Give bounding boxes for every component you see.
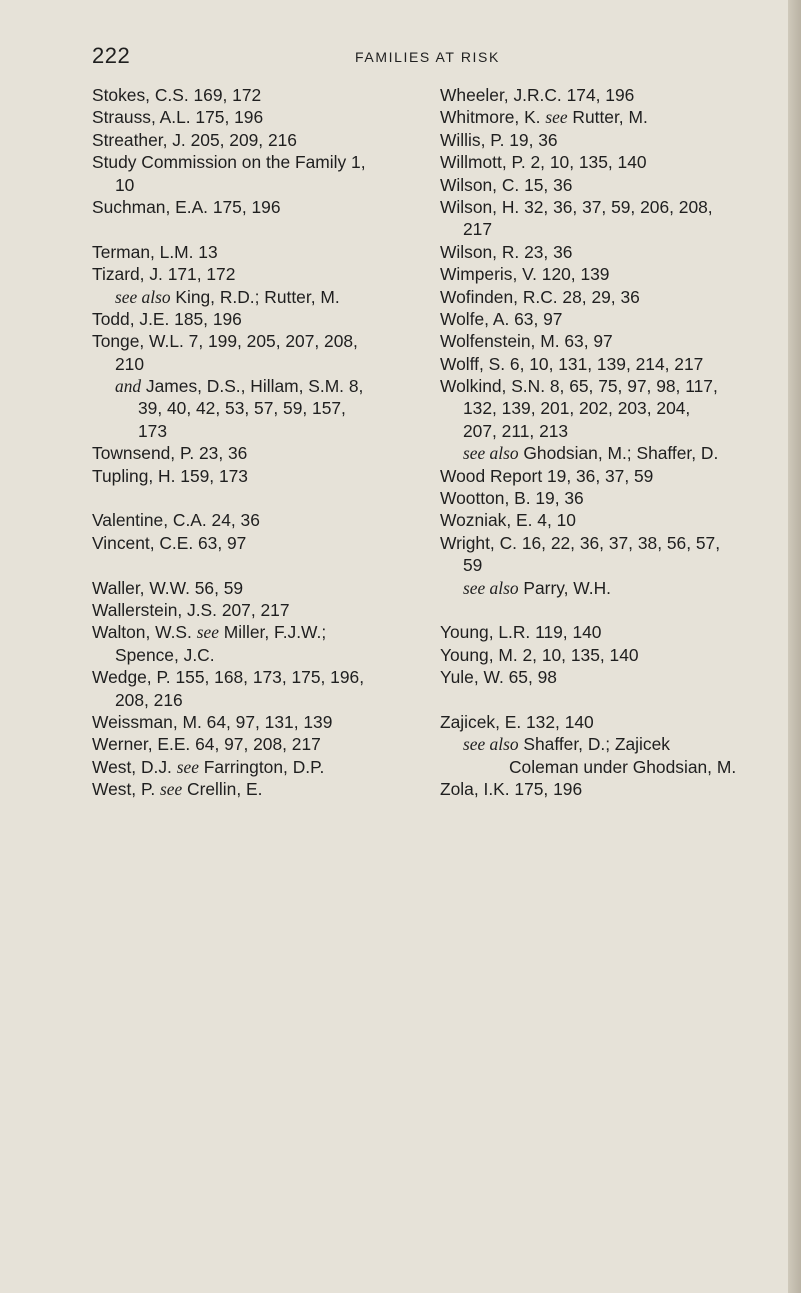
- index-entry: Young, M. 2, 10, 135, 140: [440, 644, 639, 665]
- index-entry: Vincent, C.E. 63, 97: [92, 532, 247, 553]
- index-entry: Wilson, H. 32, 36, 37, 59, 206, 208,: [440, 196, 713, 217]
- page-edge: [788, 0, 801, 1293]
- index-cross-reference: [440, 442, 740, 464]
- index-entry: Wright, C. 16, 22, 36, 37, 38, 56, 57,: [440, 532, 721, 553]
- index-entry: Waller, W.W. 56, 59: [92, 577, 244, 598]
- entry-heading: West, P.: [92, 779, 160, 800]
- index-entry: Townsend, P. 23, 36: [92, 443, 248, 464]
- cross-reference-target: Shaffer, D.; Zajicek: [518, 734, 670, 755]
- index-entry: Wolkind, S.N. 8, 65, 75, 97, 98, 117,: [440, 376, 718, 397]
- index-entry: Suchman, E.A. 175, 196: [92, 196, 281, 217]
- letter-section-gap: [440, 599, 740, 621]
- index-entry: Wimperis, V. 120, 139: [440, 264, 610, 285]
- cross-reference-target: Miller, F.J.W.;: [218, 622, 327, 643]
- index-entry: Tupling, H. 159, 173: [92, 465, 248, 486]
- index-entry: Wheeler, J.R.C. 174, 196: [440, 85, 635, 105]
- index-entry-continuation: 132, 139, 201, 202, 203, 204,: [463, 398, 691, 419]
- index-entry: [92, 756, 392, 778]
- cross-reference-target: Parry, W.H.: [518, 577, 611, 598]
- index-cross-reference: [440, 733, 740, 755]
- see-label: see: [196, 622, 219, 643]
- index-entry: Werner, E.E. 64, 97, 208, 217: [92, 734, 321, 755]
- index-entry: Wedge, P. 155, 168, 173, 175, 196,: [92, 667, 365, 688]
- letter-section-gap: [92, 218, 392, 240]
- index-entry: Zola, I.K. 175, 196: [440, 779, 583, 800]
- letter-section-gap: [92, 487, 392, 509]
- index-entry: Young, L.R. 119, 140: [440, 622, 602, 643]
- see-also-label: see also: [463, 443, 519, 464]
- cross-reference-target: Crellin, E.: [182, 779, 263, 800]
- running-head: [92, 43, 692, 73]
- index-entry-continuation: Spence, J.C.: [115, 644, 215, 665]
- index-subentry: [92, 375, 392, 397]
- index-entry-continuation: 59: [463, 555, 483, 576]
- book-title: FAMILIES AT RISK: [355, 49, 500, 65]
- letter-section-gap: [440, 689, 740, 711]
- index-column-left: [92, 84, 392, 801]
- index-entry: [440, 106, 740, 128]
- entry-heading: Walton, W.S.: [92, 622, 197, 643]
- index-entry: [92, 778, 392, 800]
- index-entry: Wootton, B. 19, 36: [440, 488, 584, 509]
- index-entry: Willis, P. 19, 36: [440, 129, 558, 150]
- and-label: and: [115, 376, 142, 397]
- index-entry: Terman, L.M. 13: [92, 241, 218, 262]
- index-entry: Yule, W. 65, 98: [440, 667, 557, 688]
- index-entry: Wilson, R. 23, 36: [440, 241, 573, 262]
- see-also-label: see also: [115, 286, 171, 307]
- index-entry: Wolfe, A. 63, 97: [440, 308, 563, 329]
- see-label: see: [159, 779, 183, 800]
- index-entry: Tizard, J. 171, 172: [92, 264, 236, 285]
- index-entry: Wallerstein, J.S. 207, 217: [92, 599, 290, 620]
- index-entry-continuation: 10: [115, 174, 135, 195]
- index-entry: Wofinden, R.C. 28, 29, 36: [440, 286, 640, 307]
- index-entry: Stokes, C.S. 169, 172: [92, 85, 262, 105]
- cross-reference-target: Farrington, D.P.: [198, 756, 325, 777]
- page-number: 222: [92, 43, 131, 68]
- subentry-text: James, D.S., Hillam, S.M. 8,: [141, 376, 364, 397]
- see-also-label: see also: [463, 734, 519, 755]
- index-entry: [92, 621, 392, 643]
- see-label: see: [545, 107, 568, 128]
- index-entry: Weissman, M. 64, 97, 131, 139: [92, 711, 333, 732]
- index-entry: Valentine, C.A. 24, 36: [92, 510, 260, 531]
- index-entry: Wozniak, E. 4, 10: [440, 510, 576, 531]
- index-cross-reference: [440, 577, 740, 599]
- index-cross-reference: [92, 286, 392, 308]
- index-entry: Willmott, P. 2, 10, 135, 140: [440, 152, 647, 173]
- entry-heading: Whitmore, K.: [440, 107, 546, 128]
- index-entry-continuation: 208, 216: [115, 689, 183, 710]
- index-entry-continuation: 217: [463, 219, 493, 240]
- index-entry: Wolff, S. 6, 10, 131, 139, 214, 217: [440, 353, 704, 374]
- see-also-label: see also: [463, 577, 519, 598]
- index-entry: Todd, J.E. 185, 196: [92, 308, 242, 329]
- index-entry: Tonge, W.L. 7, 199, 205, 207, 208,: [92, 331, 358, 352]
- cross-reference-target: Ghodsian, M.; Shaffer, D.: [518, 443, 719, 464]
- entry-heading: West, D.J.: [92, 756, 177, 777]
- index-column-right: [440, 84, 740, 801]
- index-entry-continuation: 207, 211, 213: [463, 420, 569, 441]
- index-entry: Zajicek, E. 132, 140: [440, 711, 594, 732]
- cross-reference-target: Rutter, M.: [567, 107, 648, 128]
- index-entry-continuation: 39, 40, 42, 53, 57, 59, 157,: [138, 398, 346, 419]
- index-entry-continuation: 210: [115, 353, 145, 374]
- index-entry-continuation: 173: [138, 420, 168, 441]
- index-entry: Streather, J. 205, 209, 216: [92, 129, 297, 150]
- index-entry: Wolfenstein, M. 63, 97: [440, 331, 613, 352]
- cross-reference-target: King, R.D.; Rutter, M.: [170, 286, 340, 307]
- index-entry: Strauss, A.L. 175, 196: [92, 107, 264, 128]
- letter-section-gap: [92, 554, 392, 576]
- see-label: see: [176, 756, 199, 777]
- index-entry: Wood Report 19, 36, 37, 59: [440, 465, 654, 486]
- index-entry: Wilson, C. 15, 36: [440, 174, 573, 195]
- index-entry: Study Commission on the Family 1,: [92, 152, 366, 173]
- index-entry-continuation: Coleman under Ghodsian, M.: [509, 756, 737, 777]
